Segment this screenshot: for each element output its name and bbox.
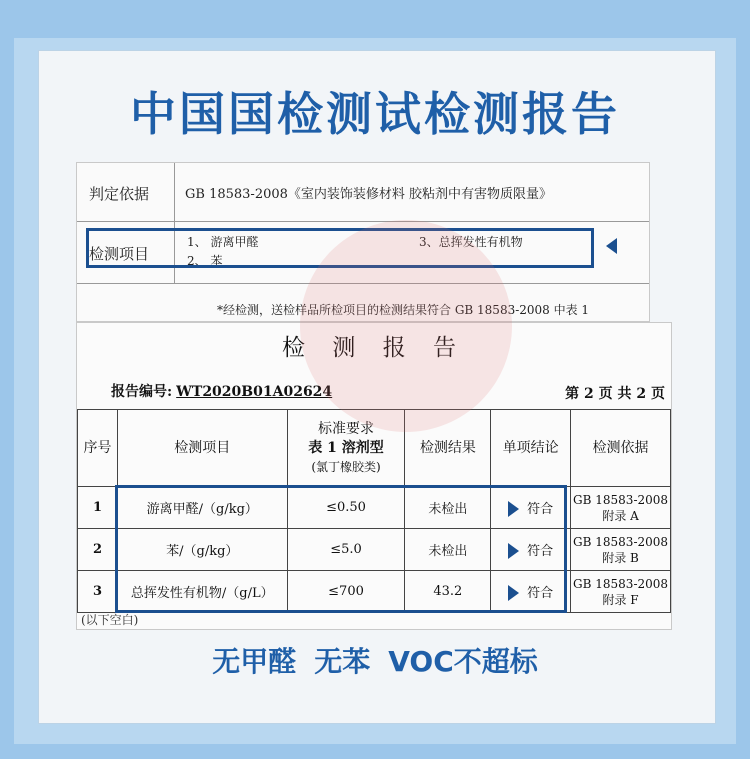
arrow-right-icon — [508, 543, 519, 559]
basis-label: 判定依据 — [89, 185, 150, 203]
row-item: 苯/（g/kg） — [117, 529, 287, 571]
table-row — [78, 529, 671, 571]
items-label: 检测项目 — [89, 245, 150, 263]
header-item: 检测项目 — [117, 410, 287, 487]
arrow-right-icon — [508, 501, 519, 517]
item-2: 2、 苯 — [187, 254, 223, 268]
conclusion-text: 符合 — [527, 501, 554, 517]
report-title: 检 测 报 告 — [282, 335, 466, 361]
row-result: 未检出 — [405, 487, 491, 529]
header-result: 检测结果 — [405, 410, 491, 487]
header-basis: 检测依据 — [571, 410, 671, 487]
row-conclusion — [491, 487, 571, 529]
results-table — [77, 409, 671, 613]
row-conclusion — [491, 571, 571, 613]
item-1: 1、 游离甲醛 — [187, 235, 259, 249]
header-no: 序号 — [78, 410, 118, 487]
basis-standard: GB 18583-2008 — [573, 492, 669, 507]
slogan-part-2: 无苯 — [314, 645, 371, 678]
basis-appendix: 附录 B — [602, 550, 639, 565]
slogan-part-1: 无甲醛 — [212, 645, 297, 678]
row-standard: ≤700 — [287, 571, 405, 613]
frame-left — [14, 50, 38, 722]
page-info: 第 2 页 共 2 页 — [565, 386, 665, 402]
conclusion-text: 符合 — [527, 585, 554, 601]
header-standard-line3: (氯丁橡胶类) — [311, 459, 381, 474]
arrow-right-icon — [508, 585, 519, 601]
row-result: 43.2 — [405, 571, 491, 613]
row-basis — [571, 571, 671, 613]
slogan — [0, 640, 750, 680]
item-3: 3、总挥发性有机物 — [419, 235, 523, 249]
row-item: 游离甲醛/（g/kg） — [117, 487, 287, 529]
report-number-value: WT2020B01A02624 — [176, 384, 333, 400]
conclusion-text: 符合 — [527, 543, 554, 559]
basis-standard: GB 18583-2008 — [573, 534, 669, 549]
header-standard — [287, 410, 405, 487]
row-item: 总挥发性有机物/（g/L） — [117, 571, 287, 613]
frame-bottom — [14, 722, 736, 744]
frame-right — [714, 50, 736, 722]
basis-value: GB 18583-2008《室内装饰装修材料 胶粘剂中有害物质限量》 — [185, 187, 553, 202]
conformity-note: *经检测，送检样品所检项目的检测结果符合 GB 18583-2008 中表 1 — [217, 303, 590, 317]
header-conclusion: 单项结论 — [491, 410, 571, 487]
row-standard: ≤0.50 — [287, 487, 405, 529]
header-standard-line1: 标准要求 — [318, 420, 375, 437]
row-no: 3 — [78, 571, 118, 613]
row-basis — [571, 487, 671, 529]
table-row — [78, 571, 671, 613]
row-standard: ≤5.0 — [287, 529, 405, 571]
row-no: 1 — [78, 487, 118, 529]
row-basis — [571, 529, 671, 571]
report-number-label: 报告编号: — [111, 384, 173, 400]
row-conclusion — [491, 529, 571, 571]
header-standard-line2: 表 1 溶剂型 — [308, 439, 384, 456]
report-number — [111, 381, 332, 401]
basis-appendix: 附录 A — [602, 508, 639, 523]
row-result: 未检出 — [405, 529, 491, 571]
empty-note: (以下空白) — [81, 613, 139, 627]
basis-standard: GB 18583-2008 — [573, 576, 669, 591]
document-scan-report — [76, 322, 672, 630]
page-title: 中国国检测试检测报告 — [130, 87, 620, 141]
arrow-left-icon — [606, 238, 617, 254]
basis-appendix: 附录 F — [602, 592, 639, 607]
frame-top — [14, 38, 736, 50]
row-no: 2 — [78, 529, 118, 571]
highlight-box-items — [86, 228, 594, 268]
table-row — [78, 487, 671, 529]
slogan-part-3: VOC不超标 — [388, 645, 538, 678]
table-header-row — [78, 410, 671, 487]
